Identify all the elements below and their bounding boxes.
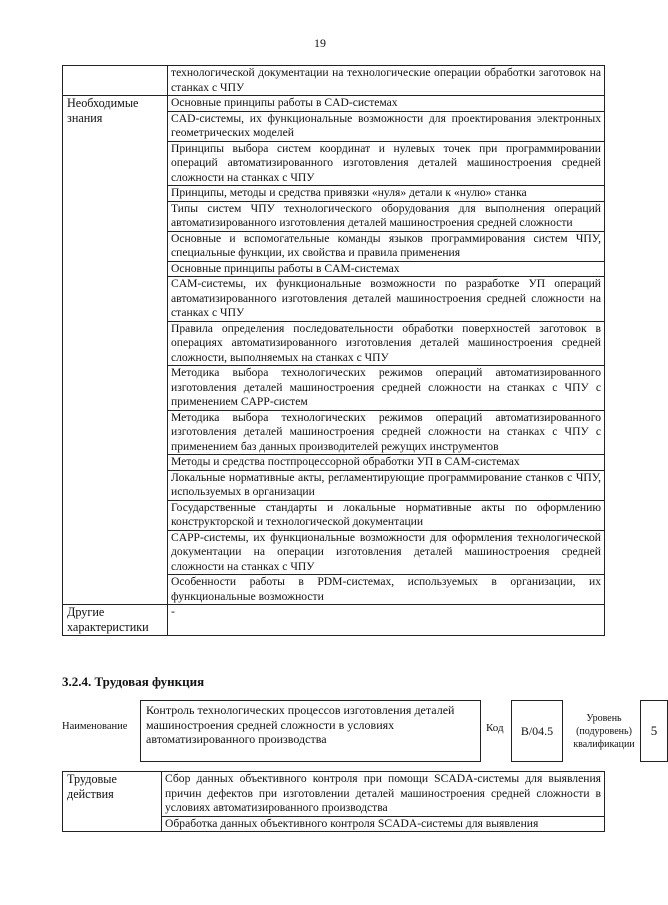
knowledge-item: Принципы, методы и средства привязки «нуля» детали к «нулю» станка	[168, 186, 605, 202]
page-number: 19	[314, 36, 326, 50]
knowledge-item: Типы систем ЧПУ технологического оборудования для выполнения операций автоматизированного изготовления деталей машиностроения средней сложности	[168, 201, 605, 231]
knowledge-item: Основные принципы работы в CAD-системах	[168, 96, 605, 112]
actions-table	[62, 771, 605, 832]
function-header	[62, 700, 658, 762]
level-caption: Уровень (подуровень) квалификации	[573, 713, 635, 750]
function-code: B/04.5	[511, 700, 563, 762]
code-caption: Код	[486, 722, 504, 734]
knowledge-item: Локальные нормативные акты, регламентирующие программирование станков с ЧПУ, используемых в организации	[168, 470, 605, 500]
knowledge-label: Необходимые знания	[63, 96, 168, 605]
name-caption: Наименование	[62, 721, 128, 732]
knowledge-item: Основные принципы работы в CAM-системах	[168, 261, 605, 277]
other-characteristics-label: Другие характеристики	[63, 605, 168, 636]
actions-label: Трудовые действия	[63, 772, 162, 832]
knowledge-item: Методы и средства постпроцессорной обработки УП в CAM-системах	[168, 455, 605, 471]
knowledge-item: CAPP-системы, их функциональные возможности для оформления технологической документации на операции изготовления деталей машиностроения средней сложности на станках с ЧПУ	[168, 530, 605, 575]
table-row	[63, 605, 605, 636]
action-item: Сбор данных объективного контроля при помощи SCADA-системы для выявления причин дефектов при изготовлении деталей машиностроения средней сложности в условиях автоматизированного производства	[162, 772, 605, 817]
action-item: Обработка данных объективного контроля SCADA-системы для выявления	[162, 816, 605, 832]
knowledge-table	[62, 65, 605, 636]
table-cell: технологической документации на технологические операции обработки заготовок на станках с ЧПУ	[168, 66, 605, 96]
knowledge-item: Методика выбора технологических режимов операций автоматизированного изготовления деталей машиностроения средней сложности на станках с ЧПУ с применением баз данных производителей режущих инструментов	[168, 410, 605, 455]
knowledge-item: Принципы выбора систем координат и нулевых точек при программировании операций автоматизированного изготовления деталей машиностроения средней сложности на станках с ЧПУ	[168, 141, 605, 186]
table-row	[63, 66, 605, 96]
knowledge-item: Правила определения последовательности обработки поверхностей заготовок в операциях автоматизированного изготовления деталей машиностроения средней сложности, выполняемых на станках с ЧПУ	[168, 321, 605, 366]
table-row	[63, 96, 605, 112]
other-characteristics-value: -	[168, 605, 605, 636]
qualification-level: 5	[640, 700, 668, 762]
table-row	[63, 772, 605, 817]
knowledge-item: Методика выбора технологических режимов операций автоматизированного изготовления деталей машиностроения средней сложности на станках с ЧПУ с применением CAPP-систем	[168, 366, 605, 411]
function-name: Контроль технологических процессов изготовления деталей машиностроения средней сложности в условиях автоматизированного производства	[140, 700, 481, 762]
knowledge-item: Особенности работы в PDM-системах, используемых в организации, их функциональные возможности	[168, 575, 605, 605]
section-title: 3.2.4. Трудовая функция	[62, 674, 205, 689]
knowledge-item: CAM-системы, их функциональные возможности по разработке УП операций автоматизированного изготовления деталей машиностроения средней сложности на станках с ЧПУ	[168, 277, 605, 322]
knowledge-item: Основные и вспомогательные команды языков программирования систем ЧПУ, специальные функции, их свойства и правила применения	[168, 231, 605, 261]
knowledge-item: CAD-системы, их функциональные возможности для проектирования электронных геометрических моделей	[168, 111, 605, 141]
knowledge-item: Государственные стандарты и локальные нормативные акты по оформлению конструкторской и технологической документации	[168, 500, 605, 530]
empty-label-cell	[63, 66, 168, 96]
